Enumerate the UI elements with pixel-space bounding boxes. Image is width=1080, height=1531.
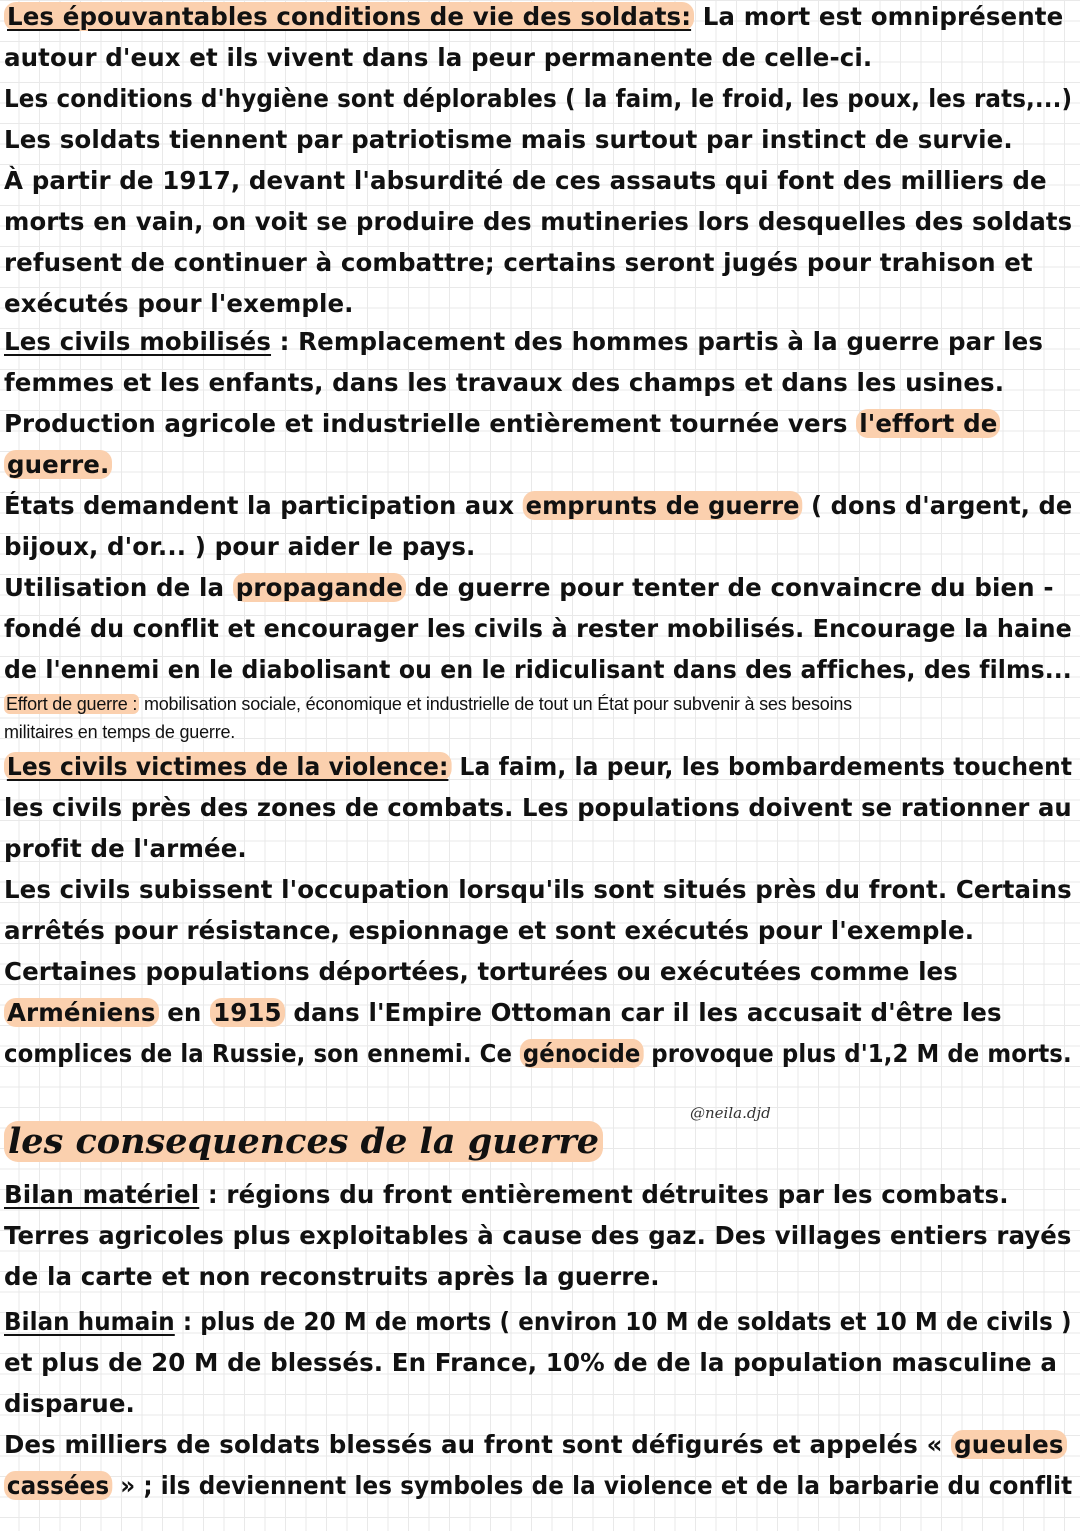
highlighted-term: guerre. (4, 450, 112, 479)
note-text: dans l'Empire Ottoman car il les accusait d'être les (284, 998, 1002, 1027)
note-line: de l'ennemi en le diabolisant ou en le ridiculisant dans des affiches, des films... (4, 655, 1072, 684)
section-title (4, 1120, 603, 1164)
note-text: : régions du front entièrement détruites par les combats. (199, 1180, 1009, 1209)
note-line: bijoux, d'or... ) pour aider le pays. (4, 532, 476, 561)
highlighted-term: cassées (4, 1471, 112, 1500)
note-text: : plus de 20 M de morts ( environ 10 M de soldats et 10 M de civils ) (174, 1307, 1072, 1336)
note-line (4, 0, 1063, 34)
highlighted-term: emprunts de guerre (523, 491, 803, 520)
note-line: refusent de continuer à combattre; certains seront jugés pour trahison et (4, 248, 1033, 277)
definition-text: mobilisation sociale, économique et industrielle de tout un État pour subvenir à ses besoins (139, 694, 852, 714)
note-line (4, 1305, 1072, 1339)
note-line (4, 571, 1054, 605)
note-text: ( dons d'argent, de (802, 491, 1073, 520)
note-line (4, 996, 1002, 1030)
note-line: morts en vain, on voit se produire des mutineries lors desquelles des soldats (4, 207, 1073, 236)
note-line (4, 325, 1043, 359)
section-title-text: les consequences de la guerre (4, 1121, 603, 1162)
highlighted-term: l'effort de (856, 409, 1000, 438)
note-line (4, 489, 1072, 523)
section-heading-bilan-humain: Bilan humain (4, 1307, 175, 1336)
note-line (4, 448, 112, 482)
note-text: États demandent la participation aux (4, 491, 523, 520)
note-text: provoque plus d'1,2 M de morts. (643, 1039, 1072, 1068)
note-line: femmes et les enfants, dans les travaux des champs et dans les usines. (4, 368, 1005, 397)
note-line: disparue. (4, 1389, 135, 1418)
note-text: La faim, la peur, les bombardements touchent (451, 752, 1073, 781)
note-line: exécutés pour l'exemple. (4, 289, 354, 318)
highlighted-term: propagande (233, 573, 406, 602)
note-line: et plus de 20 M de blessés. En France, 10% de de la population masculine a (4, 1348, 1058, 1377)
note-text: complices de la Russie, son ennemi. Ce (4, 1039, 521, 1068)
note-line (4, 1037, 1072, 1071)
section-heading-bilan-materiel: Bilan matériel (4, 1180, 200, 1209)
note-text: » ; ils deviennent les symboles de la violence et de la barbarie du conflit (112, 1471, 1073, 1500)
highlighted-term: 1915 (210, 998, 285, 1027)
section-heading-soldiers: Les épouvantables conditions de vie des soldats: (4, 2, 694, 31)
author-signature: @neila.djd (690, 1104, 771, 1122)
note-line (4, 1178, 1009, 1212)
note-line: Certaines populations déportées, torturées ou exécutées comme les (4, 957, 958, 986)
note-line: Les soldats tiennent par patriotisme mais surtout par instinct de survie. (4, 125, 1013, 154)
note-text: La mort est omniprésente (694, 2, 1064, 31)
note-text: en (158, 998, 211, 1027)
note-line: fondé du conflit et encourager les civils à rester mobilisés. Encourage la haine (4, 614, 1072, 643)
note-text: Utilisation de la (4, 573, 233, 602)
note-line (4, 407, 1000, 441)
note-line (4, 1428, 1067, 1462)
highlighted-term: gueules (951, 1430, 1066, 1459)
note-line: profit de l'armée. (4, 834, 247, 863)
note-text: Production agricole et industrielle entièrement tournée vers (4, 409, 857, 438)
definition-line: militaires en temps de guerre. (4, 722, 236, 742)
note-line: Les civils subissent l'occupation lorsqu'ils sont situés près du front. Certains (4, 875, 1072, 904)
note-text: Des milliers de soldats blessés au front sont défigurés et appelés « (4, 1430, 952, 1459)
note-text: de guerre pour tenter de convaincre du bien - (405, 573, 1054, 602)
note-line (4, 1469, 1072, 1503)
definition-term: Effort de guerre : (6, 694, 138, 714)
note-text: : Remplacement des hommes partis à la guerre par les (271, 327, 1044, 356)
definition-line (4, 692, 852, 716)
note-line: arrêtés pour résistance, espionnage et sont exécutés pour l'exemple. (4, 916, 975, 945)
highlighted-term: Arméniens (4, 998, 159, 1027)
note-line: les civils près des zones de combats. Les populations doivent se rationner au (4, 793, 1072, 822)
section-heading-civils-victimes: Les civils victimes de la violence: (4, 752, 451, 781)
note-line: Les conditions d'hygiène sont déplorables ( la faim, le froid, les poux, les rats,...) (4, 84, 1073, 113)
highlighted-term: génocide (520, 1039, 643, 1068)
note-line: autour d'eux et ils vivent dans la peur permanente de celle-ci. (4, 43, 873, 72)
note-line: de la carte et non reconstruits après la guerre. (4, 1262, 660, 1291)
note-line (4, 750, 1072, 784)
section-heading-civils-mobilises: Les civils mobilisés (4, 327, 272, 356)
note-line: Terres agricoles plus exploitables à cause des gaz. Des villages entiers rayés (4, 1221, 1072, 1250)
note-line: À partir de 1917, devant l'absurdité de ces assauts qui font des milliers de (4, 166, 1047, 195)
